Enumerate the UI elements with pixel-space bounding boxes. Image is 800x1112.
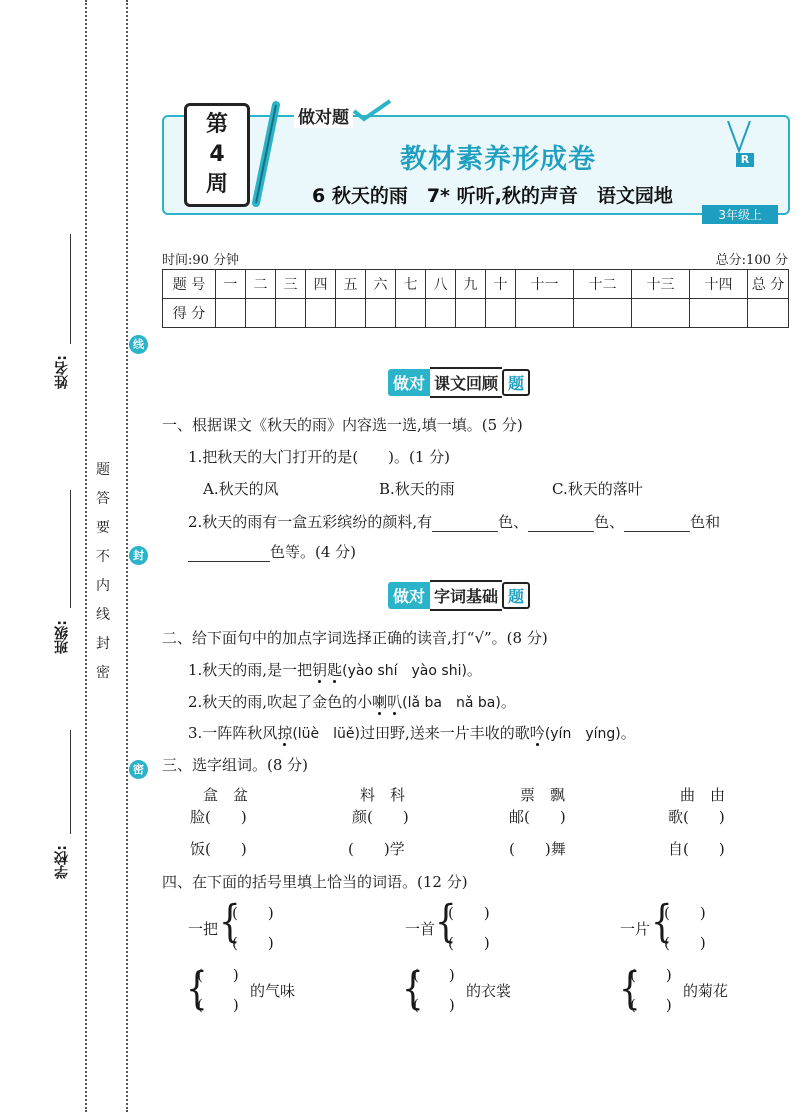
question-2-3 [188, 722, 636, 743]
word-slot[interactable]: ( ) [413, 996, 455, 1014]
left-brace-icon: { [619, 963, 641, 1015]
table-header-cell: 八 [426, 270, 456, 299]
measure-word: 一首 [405, 920, 436, 938]
score-cell[interactable] [276, 299, 306, 328]
total-score-info: 总分:100 分 [715, 253, 788, 268]
question-3-title: 三、选字组词。(8 分) [162, 756, 309, 774]
table-header-cell: 十四 [690, 270, 748, 299]
descriptor-phrase: 的气味 [250, 982, 296, 1000]
question-text: 3.一阵阵秋风 [188, 724, 278, 742]
table-header-cell: 九 [456, 270, 486, 299]
question-text: 2.秋天的雨,吹起了金色的小 [188, 693, 373, 711]
descriptor-phrase: 的衣裳 [466, 982, 512, 1000]
dotted-char: 钥 [312, 661, 328, 679]
table-header-cell: 六 [366, 270, 396, 299]
binding-dotted-line-left [85, 0, 87, 1112]
page-title: 教材素养形成卷 [400, 144, 596, 175]
seal-word: 答 [96, 491, 110, 507]
section-banner-review [388, 367, 530, 393]
section-badge-char: 做 [393, 374, 410, 393]
question-1-1: 1.把秋天的大门打开的是( )。(1 分) [188, 448, 451, 466]
question-text: 2.秋天的雨有一盒五彩缤纷的颜料,有 [188, 513, 433, 531]
answer-blank[interactable] [188, 561, 270, 562]
badge-title: 做对题 [294, 103, 353, 128]
section-banner-basics [388, 580, 530, 606]
score-cell[interactable] [336, 299, 366, 328]
pinyin-options[interactable]: (yào shí yào shi) [342, 663, 467, 679]
descriptor-phrase: 的菊花 [683, 982, 729, 1000]
answer-blank[interactable] [528, 531, 594, 532]
dotted-char: 匙 [327, 661, 343, 679]
question-text: 。 [466, 661, 482, 679]
word-slot[interactable]: 歌( ) [668, 808, 725, 826]
table-header-cell: 七 [396, 270, 426, 299]
section-badge-end: 题 [502, 582, 530, 609]
char-pair: 曲 由 [680, 786, 726, 804]
dotted-char: 吟 [529, 724, 545, 742]
table-header-cell: 三 [276, 270, 306, 299]
word-slot[interactable]: 脸( ) [190, 808, 247, 826]
section-title: 字词基础 [430, 580, 502, 611]
section-badge-end: 题 [502, 369, 530, 396]
word-slot[interactable]: ( )学 [348, 840, 405, 858]
word-slot[interactable]: ( ) [448, 904, 490, 922]
question-2-title: 二、给下面句中的加点字词选择正确的读音,打“√”。(8 分) [162, 629, 548, 647]
table-header-cell: 十二 [574, 270, 632, 299]
answer-blank[interactable] [624, 531, 690, 532]
table-row [163, 270, 789, 299]
word-slot[interactable]: 饭( ) [190, 840, 247, 858]
score-cell[interactable] [748, 299, 789, 328]
table-header-cell: 总 分 [748, 270, 789, 299]
seal-mark-xian: 线 [129, 335, 148, 354]
char-pair: 料 科 [360, 786, 406, 804]
word-slot[interactable]: ( ) [232, 904, 274, 922]
week-number: 4 [209, 142, 225, 167]
section-badge-char: 做 [393, 587, 410, 606]
section-title: 课文回顾 [430, 367, 502, 398]
score-cell[interactable] [396, 299, 426, 328]
table-row [163, 299, 789, 328]
table-header-cell: 四 [306, 270, 336, 299]
char-pair: 盒 盆 [203, 786, 249, 804]
pen-icon [246, 99, 286, 209]
pinyin-options[interactable]: (lǎ ba nǎ ba) [402, 695, 501, 711]
left-brace-icon: { [186, 963, 208, 1015]
question-text: 。 [500, 693, 516, 711]
dotted-char: 喇 [372, 693, 388, 711]
question-text: 。 [620, 724, 636, 742]
word-slot[interactable]: ( ) [630, 966, 672, 984]
score-cell[interactable] [632, 299, 690, 328]
dotted-char: 叭 [387, 693, 403, 711]
seal-word: 不 [96, 549, 110, 565]
seal-word: 密 [96, 665, 110, 681]
score-cell[interactable] [690, 299, 748, 328]
measure-word: 一把 [188, 920, 219, 938]
seal-word: 内 [96, 578, 110, 594]
grade-tag: 3年级上 [702, 205, 778, 224]
seal-mark-mi: 密 [129, 760, 148, 779]
page-subtitle: 6 秋天的雨 7* 听听,秋的声音 语文园地 [312, 185, 673, 207]
word-slot[interactable]: ( ) [664, 904, 706, 922]
school-field-line[interactable] [70, 730, 71, 834]
table-header-cell: 题 号 [163, 270, 216, 299]
question-text: 色、 [498, 513, 529, 531]
name-field-line[interactable] [70, 234, 71, 344]
char-pair: 票 飘 [520, 786, 566, 804]
pinyin-options[interactable]: (lüè lüě) [292, 726, 361, 742]
class-label: 班级: [54, 620, 70, 654]
pinyin-options[interactable]: (yín yíng) [544, 726, 621, 742]
section-badge [388, 369, 430, 396]
option-b[interactable]: B.秋天的雨 [379, 480, 455, 498]
left-brace-icon: { [435, 896, 457, 948]
word-slot[interactable]: 颜( ) [352, 808, 409, 826]
left-brace-icon: { [402, 963, 424, 1015]
section-badge [388, 582, 430, 609]
question-text: 色等。(4 分) [270, 543, 357, 561]
question-1-title: 一、根据课文《秋天的雨》内容选一选,填一填。(5 分) [162, 416, 523, 434]
word-slot[interactable]: ( ) [630, 996, 672, 1014]
seal-word: 封 [96, 636, 110, 652]
word-slot[interactable]: ( ) [448, 934, 490, 952]
option-a[interactable]: A.秋天的风 [203, 480, 279, 498]
binding-dotted-line-right [126, 0, 128, 1112]
score-cell[interactable] [246, 299, 276, 328]
question-1-2 [188, 511, 720, 532]
word-slot[interactable]: ( ) [197, 996, 239, 1014]
question-text: 色和 [690, 513, 721, 531]
answer-blank[interactable] [432, 531, 498, 532]
word-slot[interactable]: ( ) [413, 966, 455, 984]
option-c[interactable]: C.秋天的落叶 [552, 480, 643, 498]
left-brace-icon: { [219, 896, 241, 948]
score-cell[interactable] [456, 299, 486, 328]
question-4-title: 四、在下面的括号里填上恰当的词语。(12 分) [162, 873, 468, 891]
week-card [184, 103, 250, 207]
dotted-char: 掠 [277, 724, 293, 742]
ribbon-icon [724, 121, 754, 157]
score-cell[interactable] [426, 299, 456, 328]
table-header-cell: 二 [246, 270, 276, 299]
table-header-cell: 十 [486, 270, 516, 299]
table-row-label: 得 分 [163, 299, 216, 328]
word-slot[interactable]: 邮( ) [509, 808, 566, 826]
score-cell[interactable] [574, 299, 632, 328]
score-cell[interactable] [516, 299, 574, 328]
week-char: 第 [205, 112, 228, 137]
score-cell[interactable] [306, 299, 336, 328]
seal-mark-feng: 封 [129, 546, 148, 565]
score-cell[interactable] [486, 299, 516, 328]
score-cell[interactable] [366, 299, 396, 328]
word-slot[interactable]: ( ) [197, 966, 239, 984]
question-2-1 [188, 659, 482, 680]
checkmark-icon [352, 99, 392, 123]
word-slot[interactable]: 自( ) [668, 840, 725, 858]
school-label: 学校: [54, 845, 70, 879]
question-text: 1.秋天的雨,是一把 [188, 661, 313, 679]
word-slot[interactable]: ( ) [664, 934, 706, 952]
word-slot[interactable]: ( )舞 [509, 840, 566, 858]
time-info: 时间:90 分钟 [162, 253, 240, 268]
score-table [162, 269, 789, 328]
week-char: 周 [205, 172, 228, 197]
table-header-cell: 十一 [516, 270, 574, 299]
table-header-cell: 五 [336, 270, 366, 299]
seal-word: 题 [96, 462, 110, 478]
measure-word: 一片 [620, 920, 651, 938]
word-slot[interactable]: ( ) [232, 934, 274, 952]
table-header-cell: 十三 [632, 270, 690, 299]
left-brace-icon: { [651, 896, 673, 948]
seal-word: 线 [96, 607, 110, 623]
question-text: 色、 [594, 513, 625, 531]
name-label: 姓名: [54, 355, 70, 389]
score-cell[interactable] [216, 299, 246, 328]
table-header-cell: 一 [216, 270, 246, 299]
section-badge-char: 对 [409, 587, 426, 606]
section-badge-char: 对 [409, 374, 426, 393]
class-field-line[interactable] [70, 490, 71, 608]
question-2-2 [188, 691, 516, 712]
question-text: 过田野,送来一片丰收的歌 [360, 724, 530, 742]
question-1-2-cont [188, 541, 356, 562]
edition-mark: R [736, 153, 754, 167]
header-banner [162, 95, 788, 222]
seal-word: 要 [96, 520, 110, 536]
